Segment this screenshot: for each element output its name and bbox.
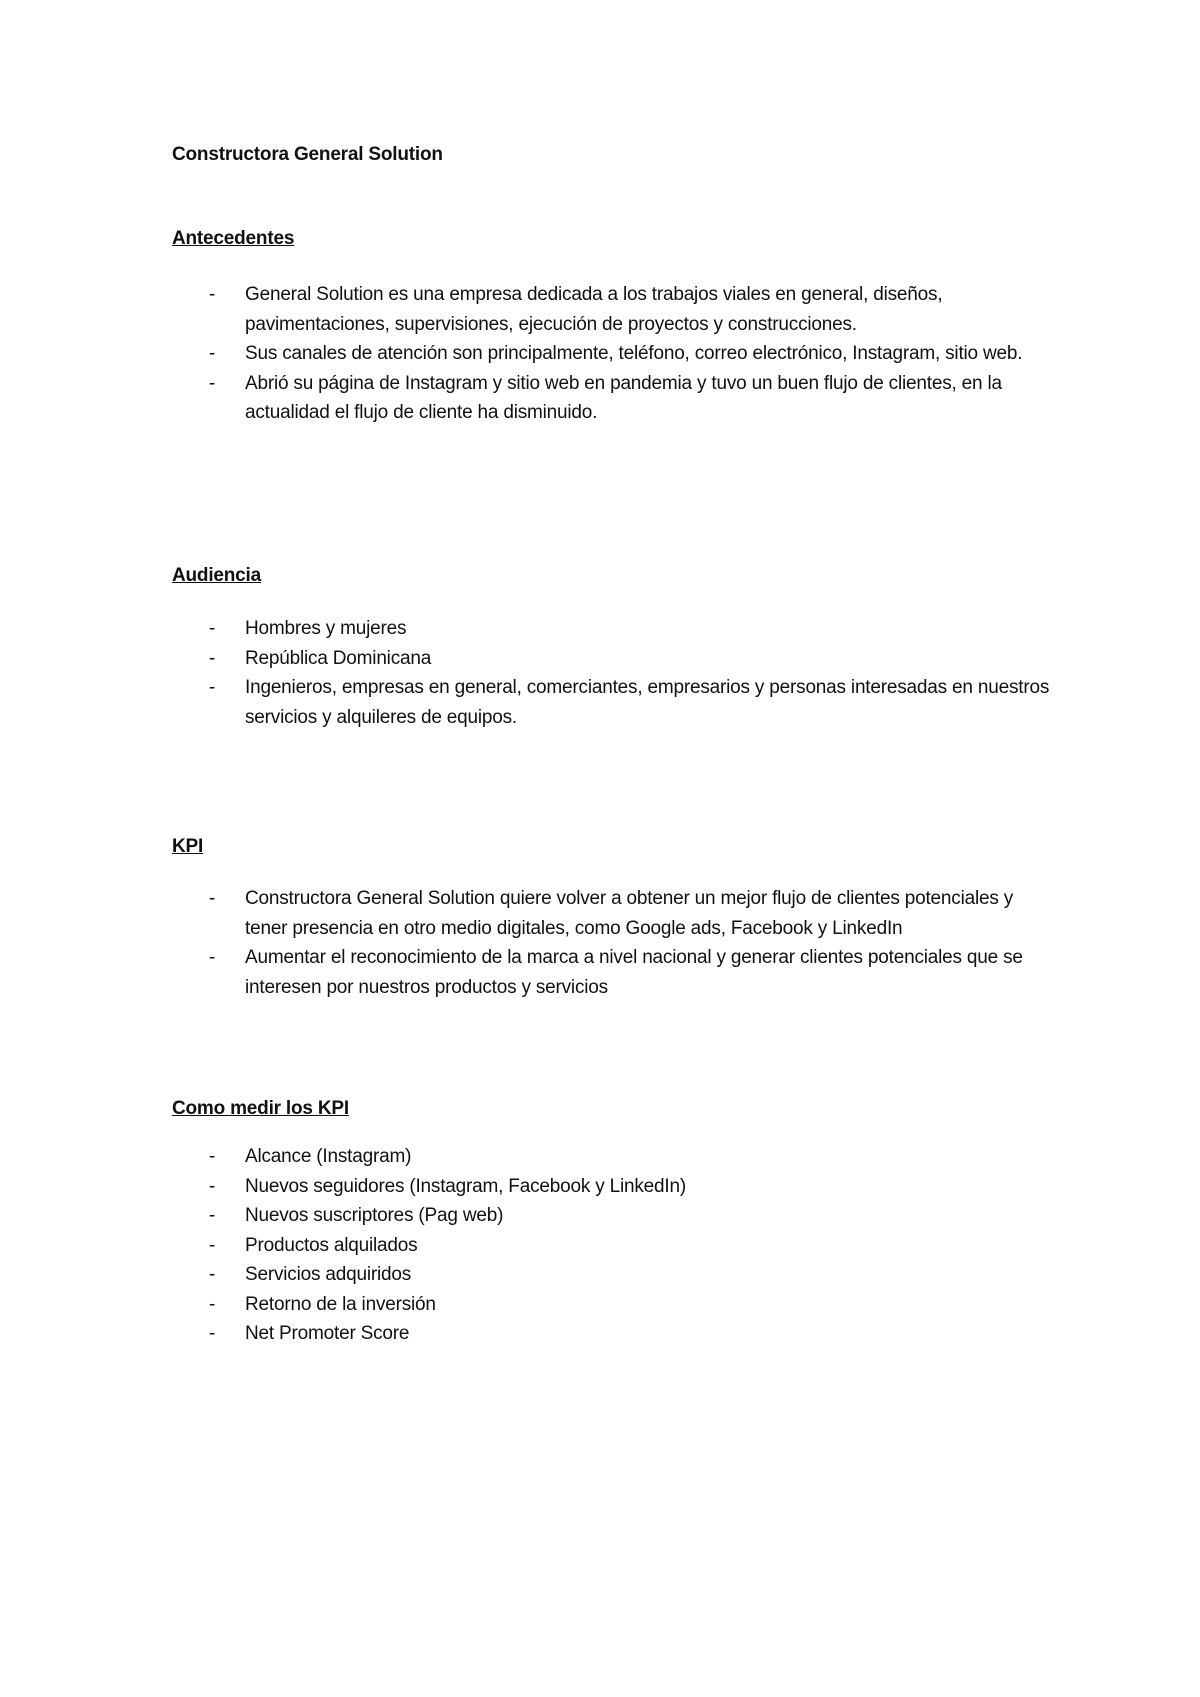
list-item: - Sus canales de atención son principalmente, teléfono, correo electrónico, Instagram, sitio web.	[172, 339, 1052, 369]
bullet-dash: -	[209, 647, 216, 669]
bullet-dash: -	[209, 888, 216, 909]
bullet-dash: -	[209, 1234, 216, 1256]
bullet-dash: -	[209, 1146, 216, 1167]
document-title: Constructora General Solution	[172, 144, 443, 165]
list-item: - Nuevos suscriptores (Pag web)	[172, 1201, 1052, 1231]
list-item: - Productos alquilados	[172, 1231, 1052, 1261]
bullet-dash: -	[209, 1205, 216, 1226]
bullet-dash: -	[209, 677, 216, 698]
list-item: - Alcance (Instagram)	[172, 1142, 1052, 1172]
list-item: - Net Promoter Score	[172, 1319, 1052, 1349]
list-item: - Ingenieros, empresas en general, comerciantes, empresarios y personas interesadas en nuestros servicios y alquileres de equipos.	[172, 673, 1052, 732]
list-item: - República Dominicana	[172, 644, 1052, 674]
bullet-dash: -	[209, 1175, 216, 1197]
kpi-list	[172, 884, 1052, 1002]
list-item: - Nuevos seguidores (Instagram, Facebook y LinkedIn)	[172, 1172, 1052, 1202]
section-heading-antecedentes: Antecedentes	[172, 228, 295, 249]
bullet-dash: -	[209, 1323, 216, 1344]
como-medir-list	[172, 1142, 1052, 1349]
list-item: - Aumentar el reconocimiento de la marca a nivel nacional y generar clientes potenciales que se interesen por nuestros productos y servicios	[172, 943, 1052, 1002]
bullet-dash: -	[209, 1264, 216, 1285]
bullet-dash: -	[209, 343, 216, 364]
bullet-dash: -	[209, 618, 216, 639]
bullet-dash: -	[209, 947, 216, 968]
list-item: - Constructora General Solution quiere volver a obtener un mejor flujo de clientes potenciales y tener presencia en otro medio digitales, como Google ads, Facebook y LinkedIn	[172, 884, 1052, 943]
section-heading-kpi: KPI	[172, 836, 204, 857]
audiencia-list	[172, 614, 1052, 732]
list-item: - General Solution es una empresa dedicada a los trabajos viales en general, diseños, pavimentaciones, supervisiones, ejecución de proyectos y construcciones.	[172, 280, 1052, 339]
list-item: - Hombres y mujeres	[172, 614, 1052, 644]
list-item: - Abrió su página de Instagram y sitio web en pandemia y tuvo un buen flujo de clientes, en la actualidad el flujo de cliente ha disminuido.	[172, 369, 1052, 428]
list-item: - Servicios adquiridos	[172, 1260, 1052, 1290]
antecedentes-list	[172, 280, 1052, 428]
bullet-dash: -	[209, 1293, 216, 1315]
list-item: - Retorno de la inversión	[172, 1290, 1052, 1320]
bullet-dash: -	[209, 372, 216, 394]
section-heading-audiencia: Audiencia	[172, 565, 261, 586]
section-heading-como-medir: Como medir los KPI	[172, 1098, 349, 1119]
bullet-dash: -	[209, 284, 216, 305]
